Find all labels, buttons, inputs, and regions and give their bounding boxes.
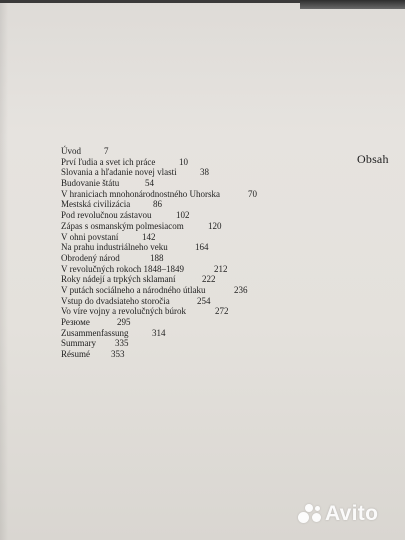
contents-heading: Obsah (357, 152, 389, 166)
toc-entry-page: 295 (117, 317, 131, 327)
toc-entry-title: Résumé (61, 349, 90, 360)
toc-entry-page: 236 (234, 284, 248, 295)
page-shadow (0, 0, 8, 540)
toc-entry-title: Pod revolučnou zástavou (61, 210, 152, 221)
avito-watermark (298, 501, 378, 527)
toc-entry (61, 338, 301, 349)
toc-entry-page: 70 (248, 188, 257, 199)
toc-entry-page: 38 (200, 167, 209, 178)
toc-entry-page: 102 (176, 210, 190, 221)
toc-entry-title: V putách sociálneho a národného útlaku (61, 284, 206, 295)
toc-entry (61, 178, 301, 189)
toc-entry-title: Vstup do dvadsiateho storočia (61, 295, 170, 306)
toc-entry (61, 317, 301, 328)
toc-entry (61, 306, 301, 317)
toc-entry-page: 335 (115, 338, 129, 349)
toc-entry (61, 242, 301, 253)
toc-entry (61, 189, 301, 200)
toc-entry (61, 146, 301, 157)
toc-entry (61, 167, 301, 178)
toc-entry (61, 296, 301, 307)
page-top-edge-dark (300, 0, 405, 9)
toc-entry-title: Mestská civilizácia (61, 199, 131, 210)
toc-entry (61, 157, 301, 168)
toc-entry-page: 188 (150, 252, 164, 263)
toc-entry-title: Zusammenfassung (61, 327, 129, 338)
toc-entry-title: Budovanie štátu (61, 178, 120, 189)
toc-entry-title: Slovania a hľadanie novej vlasti (61, 167, 177, 178)
toc-entry (61, 199, 301, 210)
toc-entry-title: Summary (61, 338, 96, 349)
toc-entry-title: V hraniciach mnohonárodnostného Uhorska (61, 188, 221, 199)
toc-entry (61, 221, 301, 232)
toc-entry-page: 86 (153, 199, 162, 210)
toc-entry-title: Roky nádejí a trpkých sklamaní (61, 274, 176, 285)
toc-entry (61, 349, 301, 360)
toc-entry-page: 10 (179, 156, 188, 167)
toc-entry-title: Prví ľudia a svet ich práce (61, 156, 156, 167)
toc-entry (61, 264, 301, 275)
toc-entry (61, 232, 301, 243)
toc-entry-title: Obrodený národ (61, 252, 120, 263)
toc-entry-page: 164 (195, 242, 209, 253)
toc-entry-title: V revolučných rokoch 1848–1849 (61, 263, 185, 274)
toc-entry (61, 253, 301, 264)
toc-entry (61, 210, 301, 221)
toc-entry-page: 272 (215, 306, 229, 317)
toc-entry-page: 222 (202, 274, 216, 285)
toc-entry (61, 274, 301, 285)
toc-entry-title: V ohni povstaní (61, 231, 119, 242)
toc-entry (61, 285, 301, 296)
toc-entry-page: 314 (152, 327, 166, 338)
toc-entry-page: 142 (142, 231, 156, 242)
table-of-contents (61, 146, 301, 360)
toc-entry-title: Úvod (61, 146, 81, 156)
toc-entry-page: 7 (104, 146, 109, 156)
avito-dots-icon (298, 503, 322, 525)
toc-entry-page: 120 (208, 220, 222, 231)
toc-entry-title: Резюме (61, 317, 90, 327)
toc-entry-title: Vo víre vojny a revolučných búrok (61, 306, 187, 317)
toc-entry-page: 54 (145, 178, 154, 189)
toc-entry-page: 254 (197, 295, 211, 306)
toc-entry-title: Na prahu industriálneho veku (61, 242, 168, 253)
toc-entry-title: Zápas s osmanským polmesiacom (61, 220, 184, 231)
toc-entry-page: 353 (111, 349, 125, 360)
toc-entry-page: 212 (214, 263, 228, 274)
toc-entry (61, 328, 301, 339)
avito-logo-text: Avito (325, 502, 379, 525)
